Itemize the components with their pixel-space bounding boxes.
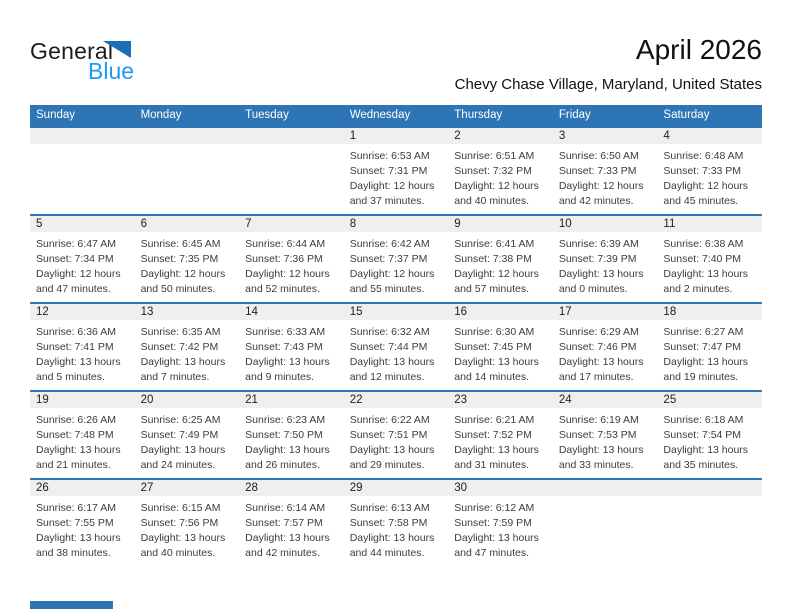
day-cell-29 bbox=[344, 480, 449, 566]
daylight-text-line2: and 33 minutes. bbox=[558, 459, 634, 471]
day-cell-3 bbox=[553, 128, 658, 214]
day-cell-22 bbox=[344, 392, 449, 478]
daylight-text-line1: Daylight: 13 hours bbox=[36, 532, 121, 544]
day-header-friday: Friday bbox=[558, 109, 591, 121]
daylight-text-line2: and 9 minutes. bbox=[245, 371, 315, 383]
daylight-text-line1: Daylight: 13 hours bbox=[454, 532, 539, 544]
sun-times bbox=[344, 496, 449, 561]
daylight-text-line1: Daylight: 12 hours bbox=[454, 268, 539, 280]
daylight-text-line1: Daylight: 12 hours bbox=[663, 180, 749, 192]
day-cell-4 bbox=[657, 128, 762, 214]
day-cell-25 bbox=[657, 392, 762, 478]
daylight-text-line2: and 0 minutes. bbox=[558, 283, 628, 295]
daylight-text-line2: and 42 minutes. bbox=[558, 195, 634, 207]
sun-times bbox=[239, 232, 344, 297]
sunset-text: Sunset: 7:43 PM bbox=[245, 341, 323, 353]
day-cell-5 bbox=[30, 216, 135, 302]
sunrise-text: Sunrise: 6:50 AM bbox=[558, 150, 639, 162]
date-number: 9 bbox=[454, 218, 461, 230]
footer-accent-bar bbox=[30, 601, 113, 609]
sunrise-text: Sunrise: 6:45 AM bbox=[140, 238, 221, 250]
sun-times bbox=[239, 408, 344, 473]
day-cell-12 bbox=[30, 304, 135, 390]
daylight-text-line2: and 55 minutes. bbox=[349, 283, 425, 295]
sunrise-text: Sunrise: 6:27 AM bbox=[663, 326, 744, 338]
date-number: 5 bbox=[36, 218, 43, 230]
daylight-text-line2: and 29 minutes. bbox=[349, 459, 425, 471]
calendar-grid bbox=[30, 105, 762, 566]
sunset-text: Sunset: 7:56 PM bbox=[140, 517, 219, 529]
week-row-4 bbox=[30, 390, 762, 478]
sunset-text: Sunset: 7:46 PM bbox=[558, 341, 637, 353]
daylight-text-line1: Daylight: 12 hours bbox=[558, 180, 644, 192]
day-header-row bbox=[30, 105, 762, 126]
sunset-text: Sunset: 7:44 PM bbox=[349, 341, 428, 353]
sun-times bbox=[448, 232, 553, 297]
sunrise-text: Sunrise: 6:15 AM bbox=[140, 502, 221, 514]
daylight-text-line2: and 57 minutes. bbox=[454, 283, 529, 295]
day-cell-1 bbox=[344, 128, 449, 214]
sunrise-text: Sunrise: 6:21 AM bbox=[454, 414, 535, 426]
day-cell-6 bbox=[135, 216, 240, 302]
daylight-text-line1: Daylight: 13 hours bbox=[36, 444, 121, 456]
day-cell-30 bbox=[448, 480, 553, 566]
day-cell-8 bbox=[344, 216, 449, 302]
day-cell-empty bbox=[30, 128, 135, 214]
sun-times bbox=[344, 232, 449, 297]
day-header-tuesday: Tuesday bbox=[245, 109, 289, 121]
date-number: 17 bbox=[558, 306, 572, 318]
daylight-text-line1: Daylight: 13 hours bbox=[663, 356, 749, 368]
daylight-text-line2: and 12 minutes. bbox=[349, 371, 425, 383]
sunset-text: Sunset: 7:36 PM bbox=[245, 253, 323, 265]
sunrise-text: Sunrise: 6:44 AM bbox=[245, 238, 326, 250]
daylight-text-line2: and 21 minutes. bbox=[36, 459, 111, 471]
date-number: 26 bbox=[36, 482, 49, 494]
daylight-text-line2: and 44 minutes. bbox=[349, 547, 425, 559]
sunrise-text: Sunrise: 6:23 AM bbox=[245, 414, 326, 426]
date-number: 3 bbox=[558, 130, 566, 142]
sunset-text: Sunset: 7:37 PM bbox=[349, 253, 428, 265]
daylight-text-line2: and 38 minutes. bbox=[36, 547, 111, 559]
date-number: 20 bbox=[140, 394, 154, 406]
sun-times bbox=[448, 408, 553, 473]
sunrise-text: Sunrise: 6:19 AM bbox=[558, 414, 639, 426]
sunset-text: Sunset: 7:52 PM bbox=[454, 429, 532, 441]
sun-times bbox=[657, 320, 762, 385]
sunset-text: Sunset: 7:50 PM bbox=[245, 429, 323, 441]
date-number: 10 bbox=[558, 218, 572, 230]
day-header-saturday: Saturday bbox=[663, 109, 710, 121]
day-cell-empty bbox=[553, 480, 658, 566]
date-number: 24 bbox=[558, 394, 572, 406]
sun-times bbox=[30, 496, 135, 561]
day-cell-16 bbox=[448, 304, 553, 390]
sunrise-text: Sunrise: 6:30 AM bbox=[454, 326, 535, 338]
daylight-text-line2: and 42 minutes. bbox=[245, 547, 320, 559]
sunset-text: Sunset: 7:42 PM bbox=[140, 341, 219, 353]
date-number: 6 bbox=[140, 218, 147, 230]
sunset-text: Sunset: 7:38 PM bbox=[454, 253, 532, 265]
daylight-text-line1: Daylight: 12 hours bbox=[349, 268, 435, 280]
sunset-text: Sunset: 7:51 PM bbox=[349, 429, 428, 441]
day-cell-14 bbox=[239, 304, 344, 390]
day-cell-15 bbox=[344, 304, 449, 390]
daylight-text-line1: Daylight: 13 hours bbox=[349, 444, 435, 456]
daylight-text-line2: and 47 minutes. bbox=[36, 283, 111, 295]
daylight-text-line2: and 5 minutes. bbox=[36, 371, 105, 383]
sun-times bbox=[448, 144, 553, 209]
sunset-text: Sunset: 7:55 PM bbox=[36, 517, 114, 529]
date-number: 18 bbox=[663, 306, 677, 318]
day-header-thursday: Thursday bbox=[454, 109, 503, 121]
sun-times bbox=[30, 408, 135, 473]
week-rows-container bbox=[30, 126, 762, 566]
sun-times bbox=[448, 496, 553, 561]
daylight-text-line2: and 26 minutes. bbox=[245, 459, 320, 471]
sunrise-text: Sunrise: 6:47 AM bbox=[36, 238, 116, 250]
sun-times bbox=[657, 232, 762, 297]
sunrise-text: Sunrise: 6:36 AM bbox=[36, 326, 116, 338]
sun-times bbox=[553, 408, 658, 473]
sunset-text: Sunset: 7:45 PM bbox=[454, 341, 532, 353]
sunrise-text: Sunrise: 6:12 AM bbox=[454, 502, 535, 514]
sunrise-text: Sunrise: 6:53 AM bbox=[349, 150, 430, 162]
date-number: 19 bbox=[36, 394, 49, 406]
date-number: 30 bbox=[454, 482, 468, 494]
sunset-text: Sunset: 7:40 PM bbox=[663, 253, 742, 265]
sunrise-text: Sunrise: 6:39 AM bbox=[558, 238, 639, 250]
daylight-text-line2: and 7 minutes. bbox=[140, 371, 210, 383]
sunset-text: Sunset: 7:34 PM bbox=[36, 253, 114, 265]
sun-times bbox=[344, 320, 449, 385]
daylight-text-line1: Daylight: 13 hours bbox=[245, 356, 330, 368]
sunset-text: Sunset: 7:48 PM bbox=[36, 429, 114, 441]
sun-times bbox=[135, 232, 240, 297]
date-number: 7 bbox=[245, 218, 252, 230]
sunset-text: Sunset: 7:54 PM bbox=[663, 429, 742, 441]
daylight-text-line2: and 17 minutes. bbox=[558, 371, 634, 383]
day-cell-empty bbox=[657, 480, 762, 566]
daylight-text-line1: Daylight: 13 hours bbox=[454, 356, 539, 368]
daylight-text-line1: Daylight: 12 hours bbox=[349, 180, 435, 192]
sunset-text: Sunset: 7:41 PM bbox=[36, 341, 114, 353]
sunrise-text: Sunrise: 6:13 AM bbox=[349, 502, 430, 514]
day-cell-24 bbox=[553, 392, 658, 478]
daylight-text-line2: and 40 minutes. bbox=[454, 195, 529, 207]
day-cell-7 bbox=[239, 216, 344, 302]
day-cell-17 bbox=[553, 304, 658, 390]
sunset-text: Sunset: 7:31 PM bbox=[349, 165, 428, 177]
sun-times bbox=[344, 144, 449, 209]
sunset-text: Sunset: 7:58 PM bbox=[349, 517, 428, 529]
daylight-text-line1: Daylight: 13 hours bbox=[36, 356, 121, 368]
daylight-text-line1: Daylight: 13 hours bbox=[454, 444, 539, 456]
daylight-text-line1: Daylight: 13 hours bbox=[663, 444, 749, 456]
daylight-text-line2: and 52 minutes. bbox=[245, 283, 320, 295]
week-row-2 bbox=[30, 214, 762, 302]
daylight-text-line2: and 24 minutes. bbox=[140, 459, 216, 471]
sunset-text: Sunset: 7:33 PM bbox=[663, 165, 742, 177]
daylight-text-line2: and 40 minutes. bbox=[140, 547, 216, 559]
date-number: 29 bbox=[349, 482, 363, 494]
logo-text-blue: Blue bbox=[88, 58, 135, 84]
day-cell-21 bbox=[239, 392, 344, 478]
date-number: 8 bbox=[349, 218, 357, 230]
day-cell-28 bbox=[239, 480, 344, 566]
daylight-text-line2: and 50 minutes. bbox=[140, 283, 216, 295]
sun-times bbox=[135, 320, 240, 385]
sun-times bbox=[344, 408, 449, 473]
date-number: 21 bbox=[245, 394, 258, 406]
sunset-text: Sunset: 7:59 PM bbox=[454, 517, 532, 529]
sunset-text: Sunset: 7:49 PM bbox=[140, 429, 219, 441]
day-cell-19 bbox=[30, 392, 135, 478]
sunrise-text: Sunrise: 6:33 AM bbox=[245, 326, 326, 338]
day-cell-20 bbox=[135, 392, 240, 478]
date-number: 1 bbox=[349, 130, 357, 142]
day-cell-23 bbox=[448, 392, 553, 478]
daylight-text-line1: Daylight: 12 hours bbox=[245, 268, 330, 280]
date-number: 13 bbox=[140, 306, 154, 318]
sun-times bbox=[448, 320, 553, 385]
sun-times bbox=[657, 144, 762, 209]
daylight-text-line1: Daylight: 12 hours bbox=[36, 268, 121, 280]
date-number: 23 bbox=[454, 394, 468, 406]
date-number: 11 bbox=[663, 218, 676, 230]
daylight-text-line2: and 45 minutes. bbox=[663, 195, 739, 207]
date-number: 28 bbox=[245, 482, 258, 494]
daylight-text-line2: and 2 minutes. bbox=[663, 283, 733, 295]
logo-text-general: General bbox=[30, 38, 114, 64]
sunrise-text: Sunrise: 6:14 AM bbox=[245, 502, 326, 514]
day-header-sunday: Sunday bbox=[36, 109, 76, 121]
daylight-text-line1: Daylight: 13 hours bbox=[140, 356, 226, 368]
date-number: 16 bbox=[454, 306, 468, 318]
sunset-text: Sunset: 7:57 PM bbox=[245, 517, 323, 529]
daylight-text-line1: Daylight: 13 hours bbox=[349, 356, 435, 368]
date-number: 12 bbox=[36, 306, 49, 318]
sunset-text: Sunset: 7:32 PM bbox=[454, 165, 532, 177]
daylight-text-line1: Daylight: 12 hours bbox=[454, 180, 539, 192]
sunrise-text: Sunrise: 6:35 AM bbox=[140, 326, 221, 338]
day-cell-9 bbox=[448, 216, 553, 302]
daylight-text-line1: Daylight: 13 hours bbox=[140, 444, 226, 456]
sunrise-text: Sunrise: 6:17 AM bbox=[36, 502, 116, 514]
sunrise-text: Sunrise: 6:29 AM bbox=[558, 326, 639, 338]
day-cell-18 bbox=[657, 304, 762, 390]
sunset-text: Sunset: 7:35 PM bbox=[140, 253, 219, 265]
date-number: 25 bbox=[663, 394, 677, 406]
date-number: 27 bbox=[140, 482, 154, 494]
date-number: 14 bbox=[245, 306, 258, 318]
day-cell-empty bbox=[239, 128, 344, 214]
sunrise-text: Sunrise: 6:22 AM bbox=[349, 414, 430, 426]
sunrise-text: Sunrise: 6:38 AM bbox=[663, 238, 744, 250]
daylight-text-line2: and 35 minutes. bbox=[663, 459, 739, 471]
week-row-1 bbox=[30, 126, 762, 214]
daylight-text-line2: and 47 minutes. bbox=[454, 547, 529, 559]
daylight-text-line1: Daylight: 13 hours bbox=[558, 444, 644, 456]
daylight-text-line1: Daylight: 13 hours bbox=[558, 268, 644, 280]
day-header-monday: Monday bbox=[140, 109, 182, 121]
sunrise-text: Sunrise: 6:42 AM bbox=[349, 238, 430, 250]
general-blue-logo bbox=[30, 38, 135, 84]
daylight-text-line2: and 14 minutes. bbox=[454, 371, 529, 383]
daylight-text-line1: Daylight: 13 hours bbox=[663, 268, 749, 280]
daylight-text-line2: and 19 minutes. bbox=[663, 371, 739, 383]
sunrise-text: Sunrise: 6:41 AM bbox=[454, 238, 535, 250]
day-cell-10 bbox=[553, 216, 658, 302]
daylight-text-line2: and 31 minutes. bbox=[454, 459, 529, 471]
day-cell-empty bbox=[135, 128, 240, 214]
daylight-text-line1: Daylight: 13 hours bbox=[558, 356, 644, 368]
sunrise-text: Sunrise: 6:32 AM bbox=[349, 326, 430, 338]
sunrise-text: Sunrise: 6:26 AM bbox=[36, 414, 116, 426]
sunset-text: Sunset: 7:47 PM bbox=[663, 341, 742, 353]
sunrise-text: Sunrise: 6:51 AM bbox=[454, 150, 535, 162]
page-title: April 2026 bbox=[635, 34, 762, 65]
day-cell-27 bbox=[135, 480, 240, 566]
date-number: 22 bbox=[349, 394, 363, 406]
sunset-text: Sunset: 7:53 PM bbox=[558, 429, 637, 441]
day-header-wednesday: Wednesday bbox=[349, 109, 411, 121]
week-row-3 bbox=[30, 302, 762, 390]
date-number: 2 bbox=[454, 130, 461, 142]
daylight-text-line1: Daylight: 13 hours bbox=[245, 532, 330, 544]
sun-times bbox=[135, 408, 240, 473]
day-cell-2 bbox=[448, 128, 553, 214]
sun-times bbox=[239, 320, 344, 385]
day-cell-11 bbox=[657, 216, 762, 302]
sun-times bbox=[657, 408, 762, 473]
day-cell-26 bbox=[30, 480, 135, 566]
sun-times bbox=[553, 232, 658, 297]
sun-times bbox=[30, 232, 135, 297]
daylight-text-line1: Daylight: 13 hours bbox=[245, 444, 330, 456]
day-cell-13 bbox=[135, 304, 240, 390]
date-number: 15 bbox=[349, 306, 363, 318]
date-number: 4 bbox=[663, 130, 670, 142]
sun-times bbox=[239, 496, 344, 561]
sun-times bbox=[553, 320, 658, 385]
sun-times bbox=[553, 144, 658, 209]
page-subtitle: Chevy Chase Village, Maryland, United States bbox=[454, 76, 762, 93]
sunset-text: Sunset: 7:33 PM bbox=[558, 165, 637, 177]
daylight-text-line1: Daylight: 13 hours bbox=[140, 532, 226, 544]
sunrise-text: Sunrise: 6:25 AM bbox=[140, 414, 221, 426]
sunrise-text: Sunrise: 6:18 AM bbox=[663, 414, 744, 426]
sun-times bbox=[135, 496, 240, 561]
week-row-5 bbox=[30, 478, 762, 566]
sunset-text: Sunset: 7:39 PM bbox=[558, 253, 637, 265]
daylight-text-line2: and 37 minutes. bbox=[349, 195, 425, 207]
sunrise-text: Sunrise: 6:48 AM bbox=[663, 150, 744, 162]
sun-times bbox=[30, 320, 135, 385]
daylight-text-line1: Daylight: 12 hours bbox=[140, 268, 226, 280]
daylight-text-line1: Daylight: 13 hours bbox=[349, 532, 435, 544]
